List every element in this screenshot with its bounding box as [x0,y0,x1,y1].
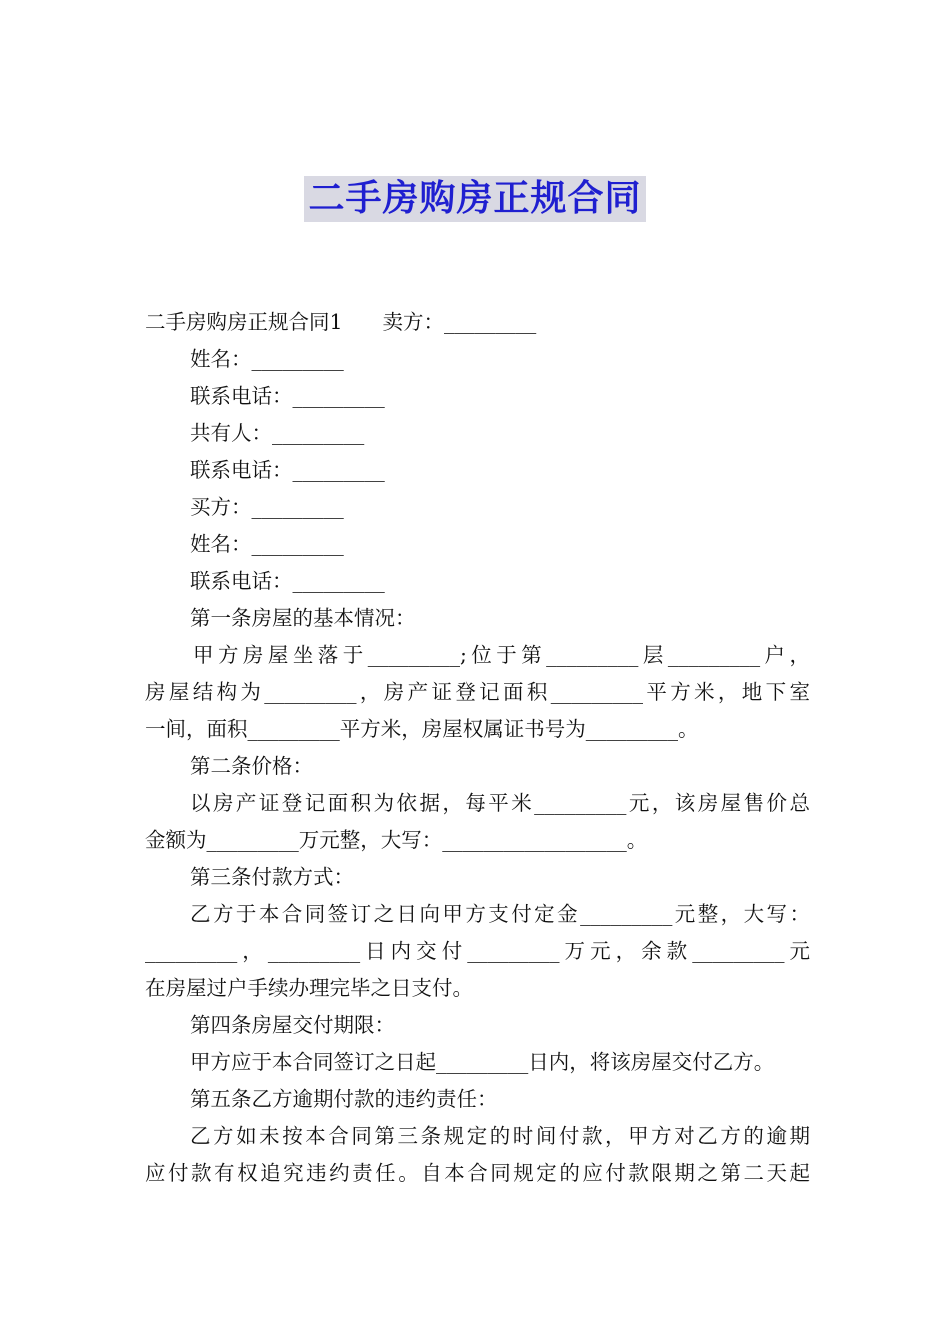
line-19: 第四条房屋交付期限： [190,1013,395,1037]
title-wrap [0,176,950,222]
line-2: 联系电话：_________ [190,384,385,408]
line-8: 第一条房屋的基本情况： [190,606,416,630]
line-11: 一间，面积_________平方米，房屋权属证书号为_________。 [145,717,699,741]
line-15: 第三条付款方式： [190,865,354,889]
line-3: 共有人：_________ [190,421,365,445]
document-title: 二手房购房正规合同 [304,176,645,222]
line-14: 金额为_________万元整，大写：__________________。 [145,828,648,852]
line-10: 房屋结构为_________，房产证登记面积_________平方米，地下室 [145,680,810,704]
line-7: 联系电话：_________ [190,569,385,593]
line-20: 甲方应于本合同签订之日起_________日内，将该房屋交付乙方。 [190,1050,775,1074]
line-17: _________，_________日内交付_________万元，余款_________元 [145,939,810,963]
line-22: 乙方如未按本合同第三条规定的时间付款，甲方对乙方的逾期 [190,1124,810,1148]
line-6: 姓名：_________ [190,532,344,556]
line-4: 联系电话：_________ [190,458,385,482]
line-21: 第五条乙方逾期付款的违约责任： [190,1087,498,1111]
line-0 [145,304,810,341]
line-18: 在房屋过户手续办理完毕之日支付。 [145,976,473,1000]
seller-label: 卖方：_________ [382,310,537,334]
line-5: 买方：_________ [190,495,344,519]
line-12: 第二条价格： [190,754,313,778]
line-23: 应付款有权追究违约责任。自本合同规定的应付款限期之第二天起 [145,1161,810,1185]
contract-heading: 二手房购房正规合同1 [145,310,343,334]
document-body [145,304,810,1192]
line-13: 以房产证登记面积为依据，每平米_________元，该房屋售价总 [190,791,810,815]
line-1: 姓名：_________ [190,347,344,371]
line-9: 甲方房屋坐落于_________;位于第_________层_________户， [193,643,810,667]
line-16: 乙方于本合同签订之日向甲方支付定金_________元整，大写： [190,902,810,926]
